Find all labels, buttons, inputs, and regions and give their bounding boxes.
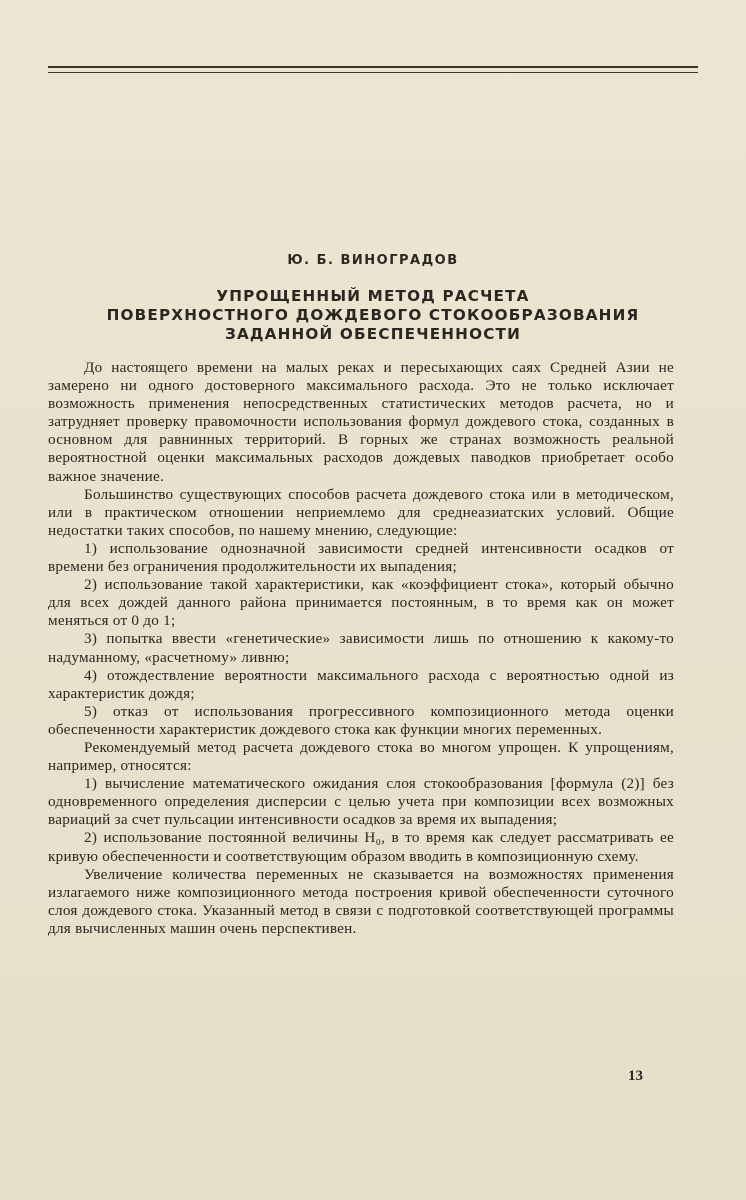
list-item: 1) использование однозначной зависимости средней интенсивности осадков от времени без ограничения продолжительности их выпадения; [48, 539, 674, 576]
header-rule-thin [48, 72, 698, 73]
title-line: ПОВЕРХНОСТНОГО ДОЖДЕВОГО СТОКООБРАЗОВАНИЯ [106, 306, 640, 324]
list-item: 5) отказ от использования прогрессивного композиционного метода оценки обеспеченности характеристик дождевого стока как функции многих переменных. [48, 702, 674, 738]
title-line: УПРОЩЕННЫЙ МЕТОД РАСЧЕТА [216, 287, 530, 305]
list-item: 2) использование постоянной величины H₀, в то время как следует рассматривать ее кривую обеспеченности и соответствующим образом вводить в композиционную схему. [48, 829, 674, 865]
list-item: 1) вычисление математического ожидания слоя стокообразования [формула (2)] без одновременного определения дисперсии с целью учета при композиции всех возможных вариаций за счет пульсации интенсивности осадков за время их выпадения; [48, 775, 674, 829]
article-title [0, 287, 746, 344]
page-number: 13 [628, 1068, 643, 1084]
title-line: ЗАДАННОЙ ОБЕСПЕЧЕННОСТИ [224, 325, 522, 343]
paragraph: Большинство существующих способов расчета дождевого стока или в методическом, или в практическом отношении неприемлемо для среднеазиатских условий. Общие недостатки таких способов, по нашему мнению, следующие: [48, 485, 674, 539]
author-name: Ю. Б. ВИНОГРАДОВ [287, 253, 459, 268]
header-rule-thick [48, 66, 698, 68]
list-item: 4) отождествление вероятности максимального расхода с вероятностью одной из характеристик дождя; [48, 666, 674, 702]
paragraph: Рекомендуемый метод расчета дождевого стока во многом упрощен. К упрощениям, например, относятся: [48, 738, 674, 775]
paragraph: Увеличение количества переменных не сказывается на возможностях применения излагаемого ниже композиционного метода построения кривой обеспеченности суточного слоя дождевого стока. Указанный метод в связи с подготовкой соответствующей программы для вычисленных машин очень перспективен. [48, 865, 674, 937]
list-item: 3) попытка ввести «генетические» зависимости лишь по отношению к какому-то надуманному, «расчетному» ливню; [48, 630, 674, 666]
article-body [48, 359, 674, 938]
list-item: 2) использование такой характеристики, как «коэффициент стока», который обычно для всех дождей данного района принимается постоянным, в то время как он может меняться от 0 до 1; [48, 576, 674, 630]
paragraph: До настоящего времени на малых реках и пересыхающих саях Средней Азии не замерено ни одного достоверного максимального расхода. Это не только исключает возможность применения непосредственных статистических методов расчета, но и затрудняет проверку правомочности использования формул дождевого стока, созданных в основном для равнинных территорий. В горных же странах возможность реальной вероятностной оценки максимальных расходов дождевых паводков приобретает особо важное значение. [48, 359, 674, 485]
